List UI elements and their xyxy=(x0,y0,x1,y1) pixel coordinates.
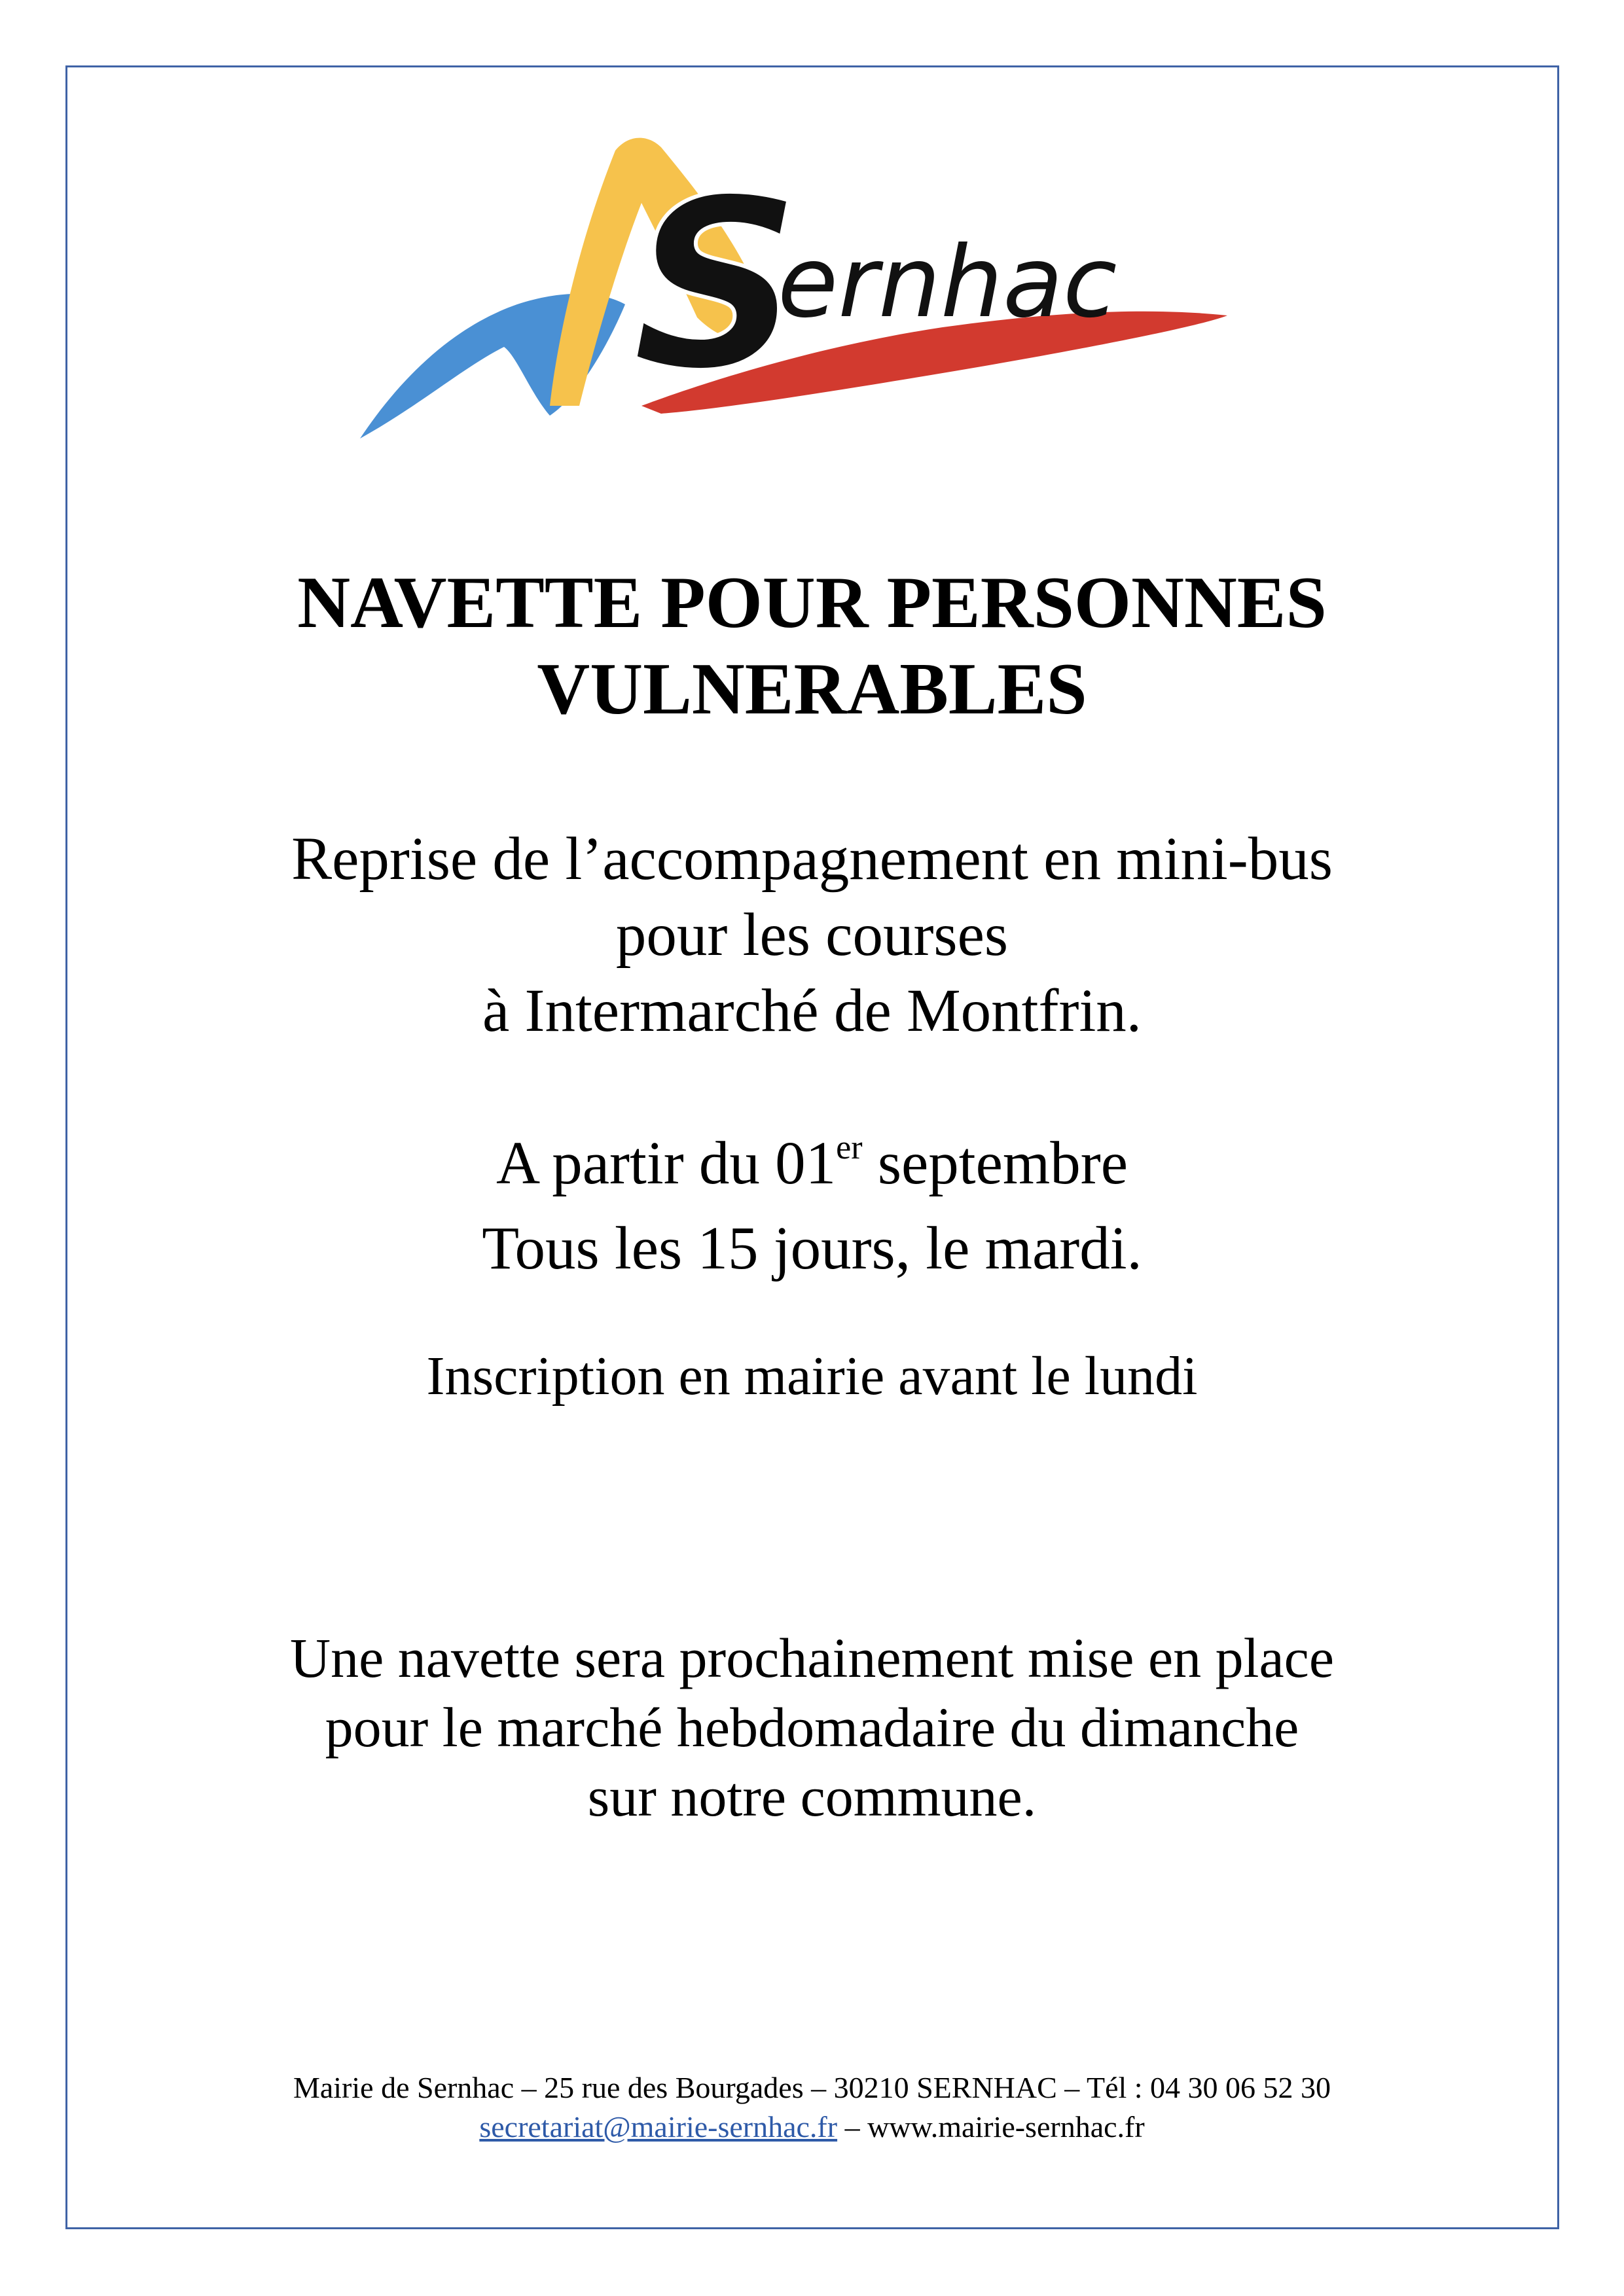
page-footer xyxy=(0,2068,1624,2147)
footer-separator: – xyxy=(837,2110,868,2144)
main-title xyxy=(0,560,1624,732)
intro-line-2: pour les courses xyxy=(615,901,1009,969)
intro-paragraph xyxy=(0,821,1624,1049)
announcement-line-1: Une navette sera prochainement mise en place xyxy=(289,1626,1335,1689)
schedule-month: septembre xyxy=(862,1130,1128,1197)
footer-contact xyxy=(0,2108,1624,2147)
website-text: www.mairie-sernhac.fr xyxy=(867,2110,1145,2144)
announcement-line-3: sur notre commune. xyxy=(587,1765,1037,1828)
intro-line-1: Reprise de l’accompagnement en mini-bus xyxy=(291,825,1333,893)
intro-line-3: à Intermarché de Montfrin. xyxy=(482,977,1142,1045)
sernhac-logo xyxy=(353,131,1231,445)
logo-letter-s: S xyxy=(632,148,802,422)
schedule-paragraph xyxy=(0,1126,1624,1287)
schedule-start-date xyxy=(0,1126,1624,1211)
registration-note xyxy=(0,1340,1624,1412)
schedule-prefix: A partir du 01 xyxy=(496,1130,837,1197)
title-line-2: VULNERABLES xyxy=(537,649,1087,730)
logo-graphic xyxy=(353,131,1231,445)
logo-wordmark-rest: ernhac xyxy=(778,226,1117,340)
schedule-frequency: Tous les 15 jours, le mardi. xyxy=(482,1215,1142,1282)
announcement-paragraph xyxy=(0,1623,1624,1831)
announcement-line-2: pour le marché hebdomadaire du dimanche xyxy=(325,1696,1299,1759)
title-line-1: NAVETTE POUR PERSONNES xyxy=(297,562,1327,643)
registration-text: Inscription en mairie avant le lundi xyxy=(426,1346,1198,1407)
ordinal-suffix: er xyxy=(836,1129,863,1166)
email-link[interactable]: secretariat@mairie-sernhac.fr xyxy=(479,2110,838,2144)
footer-address: Mairie de Sernhac – 25 rue des Bourgades – 30210 SERNHAC – Tél : 04 30 06 52 30 xyxy=(293,2071,1331,2104)
